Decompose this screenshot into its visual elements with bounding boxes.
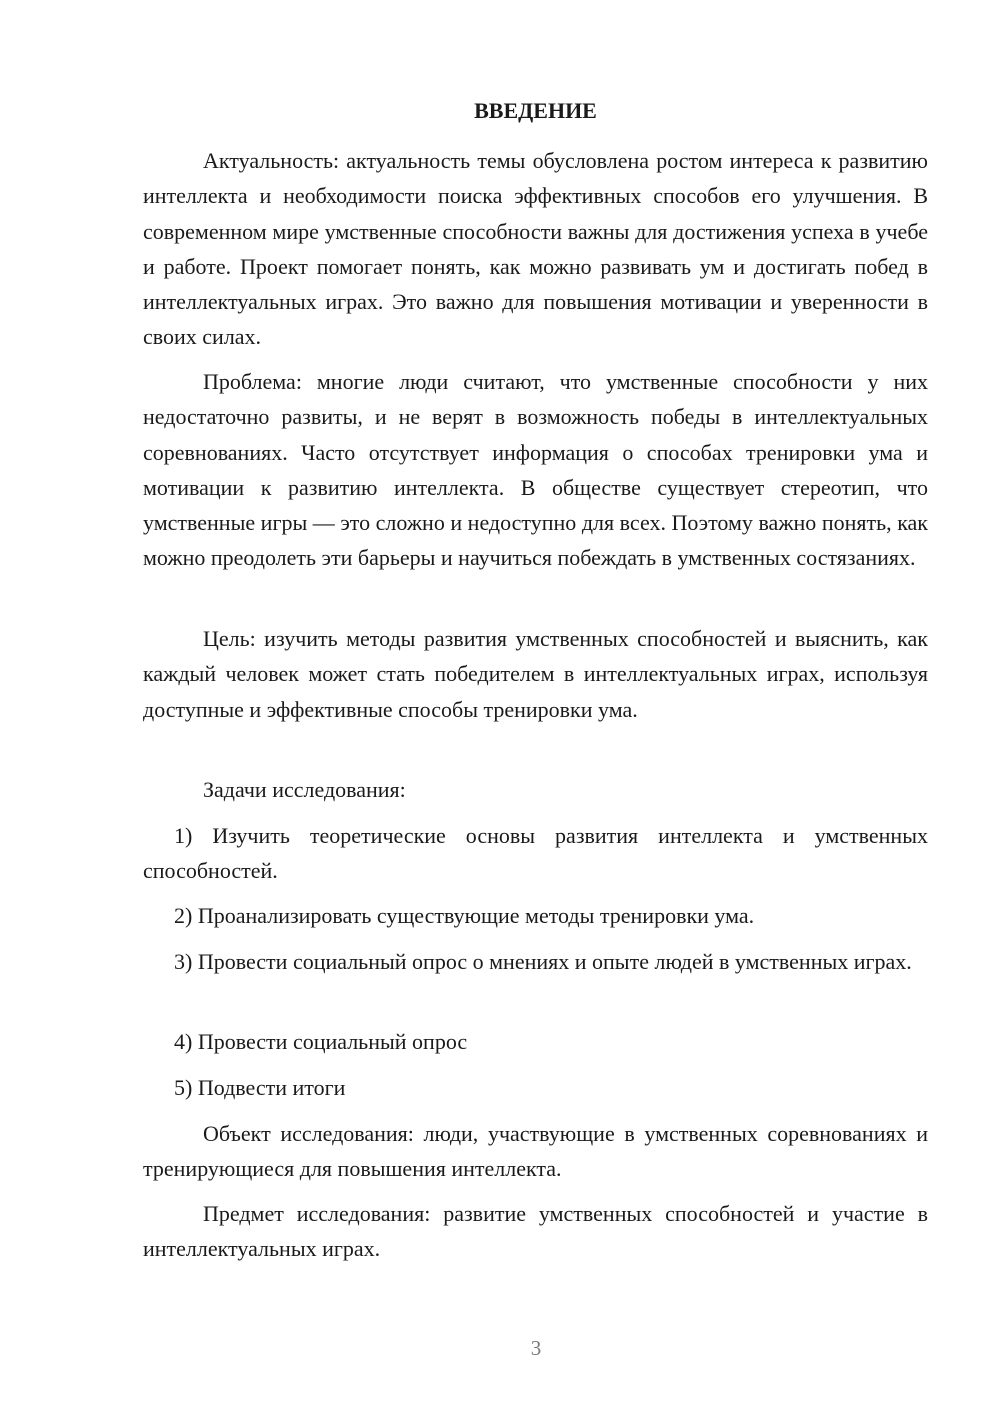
page-number: 3 xyxy=(530,1336,542,1360)
object-paragraph: Объект исследования: люди, участвующие в умственных соревнованиях и тренирующиеся для повышения интеллекта. xyxy=(143,1121,928,1182)
goal-paragraph: Цель: изучить методы развития умственных способностей и выяснить, как каждый человек может стать победителем в интеллектуальных играх, используя доступные и эффективные способы тренировки ума. xyxy=(143,626,928,722)
subject-paragraph: Предмет исследования: развитие умственных способностей и участие в интеллектуальных играх. xyxy=(143,1201,928,1262)
problem-paragraph: Проблема: многие люди считают, что умственные способности у них недостаточно развиты, и не верят в возможность победы в интеллектуальных соревнованиях. Часто отсутствует информация о способах тренировки ума и мотивации к развитию интеллекта. В обществе существует стереотип, что умственные игры — это сложно и недоступно для всех. Поэтому важно понять, как можно преодолеть эти барьеры и научиться побеждать в умственных состязаниях. xyxy=(143,369,928,571)
tasks-heading: Задачи исследования: xyxy=(203,777,406,802)
task-item-4: 4) Провести социальный опрос xyxy=(174,1029,468,1054)
task-item-2: 2) Проанализировать существующие методы тренировки ума. xyxy=(174,903,755,928)
section-heading: ВВЕДЕНИЕ xyxy=(474,98,597,123)
task-item-5: 5) Подвести итоги xyxy=(174,1075,346,1100)
task-item-1: 1) Изучить теоретические основы развития интеллекта и умственных способностей. xyxy=(143,823,928,884)
task-item-3: 3) Провести социальный опрос о мнениях и опыте людей в умственных играх. xyxy=(174,949,912,974)
relevance-paragraph: Актуальность: актуальность темы обусловлена ростом интереса к развитию интеллекта и необходимости поиска эффективных способов его улучшения. В современном мире умственные способности важны для достижения успеха в учебе и работе. Проект помогает понять, как можно развивать ум и достигать побед в интеллектуальных играх. Это важно для повышения мотивации и уверенности в своих силах. xyxy=(143,148,928,350)
